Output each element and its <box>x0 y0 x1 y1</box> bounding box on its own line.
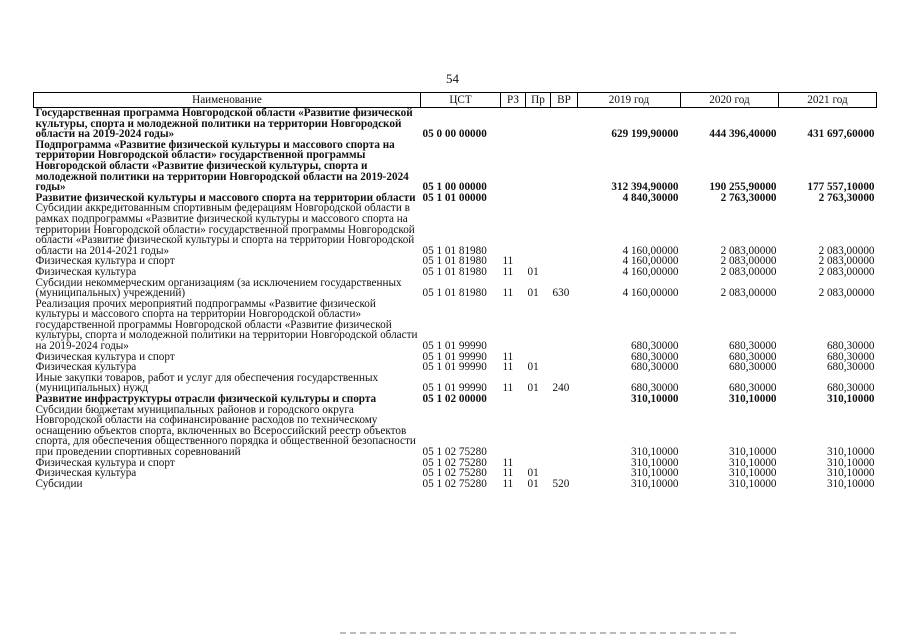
cell-y2021: 310,10000 <box>826 477 875 490</box>
cell-y2019: 629 199,90000 <box>611 128 679 141</box>
cell-y2020: 2 763,30000 <box>720 191 777 204</box>
cell-y2021: 310,10000 <box>826 456 875 469</box>
cell-y2021: 177 557,10000 <box>807 181 875 194</box>
cell-vr <box>551 203 578 256</box>
cell-rz: 11 <box>502 255 514 268</box>
header-2021: 2021 год <box>779 93 877 108</box>
cell-pr <box>526 299 551 352</box>
cell-cst: 05 1 02 75280 <box>422 467 487 480</box>
cell-pr <box>526 203 551 256</box>
cell-vr <box>551 352 578 363</box>
cell-cst: 05 1 01 81980 <box>422 287 487 300</box>
cell-y2020: 310,10000 <box>728 477 777 490</box>
cell-y2021: 310,10000 <box>826 393 875 406</box>
cell-y2021: 680,30000 <box>826 340 875 353</box>
cell-y2019: 310,10000 <box>630 393 679 406</box>
cell-name: Физическая культура и спорт <box>35 350 175 363</box>
cell-y2019: 4 840,30000 <box>622 191 679 204</box>
cell-rz <box>501 203 526 256</box>
cell-y2021: 680,30000 <box>826 382 875 395</box>
cell-y2019: 4 160,00000 <box>622 265 679 278</box>
cell-name: Подпрограмма «Развитие физической культуры и массового спорта на территории Новгородской области» государственной программы Новгородской области «Развитие физической культуры, спорта и молодежной политики на территории Новгородской области на 2019-2024 годы» <box>35 138 409 194</box>
header-row <box>34 93 877 108</box>
table-row <box>34 373 877 394</box>
cell-y2020: 444 396,40000 <box>709 128 777 141</box>
cell-cst: 05 1 02 00000 <box>422 393 487 406</box>
scan-artifact <box>340 632 740 634</box>
cell-cst: 05 1 01 81980 <box>422 244 487 257</box>
cell-name: Иные закупки товаров, работ и услуг для обеспечения государственных (муниципальных) нужд <box>35 371 379 395</box>
header-pr: Пр <box>526 93 551 108</box>
cell-cst: 05 1 02 75280 <box>422 446 487 458</box>
cell-name: Государственная программа Новгородской области «Развитие физической культуры, спорта и молодежной политики на территории Новгородской области на 2019-2024 годы» <box>35 107 413 141</box>
cell-pr <box>526 405 551 458</box>
cell-y2021: 680,30000 <box>826 350 875 363</box>
cell-rz: 11 <box>502 287 514 300</box>
cell-y2020: 310,10000 <box>728 467 777 480</box>
budget-table <box>33 92 877 489</box>
cell-y2019: 680,30000 <box>630 382 679 395</box>
cell-vr <box>551 193 578 204</box>
cell-y2021: 310,10000 <box>826 446 875 458</box>
cell-y2019: 680,30000 <box>630 361 679 374</box>
cell-cst: 05 1 01 81980 <box>422 255 487 268</box>
cell-cst: 05 1 01 99990 <box>422 350 487 363</box>
cell-y2021: 2 763,30000 <box>818 191 875 204</box>
cell-name: Физическая культура <box>35 361 137 374</box>
cell-y2020: 310,10000 <box>728 393 777 406</box>
cell-vr <box>551 256 578 267</box>
cell-vr <box>551 140 578 193</box>
cell-y2020: 680,30000 <box>728 350 777 363</box>
cell-rz: 11 <box>502 382 514 395</box>
cell-y2020: 680,30000 <box>728 382 777 395</box>
header-rz: РЗ <box>501 93 526 108</box>
cell-rz: 11 <box>502 265 514 278</box>
cell-y2019: 310,10000 <box>630 456 679 469</box>
cell-y2020: 2 083,00000 <box>720 255 777 268</box>
cell-pr: 01 <box>527 265 539 278</box>
cell-vr <box>551 458 578 469</box>
cell-y2019: 310,10000 <box>630 477 679 490</box>
cell-y2020: 190 255,90000 <box>709 181 777 194</box>
cell-vr: 630 <box>552 287 570 300</box>
header-name: Наименование <box>34 93 421 108</box>
cell-y2021: 2 083,00000 <box>818 265 875 278</box>
header-cst: ЦСТ <box>421 93 501 108</box>
cell-cst: 05 1 01 99990 <box>422 382 487 395</box>
cell-y2019: 4 160,00000 <box>622 255 679 268</box>
cell-y2020: 310,10000 <box>728 456 777 469</box>
cell-y2021: 2 083,00000 <box>818 287 875 300</box>
cell-pr: 01 <box>527 361 539 374</box>
cell-vr: 240 <box>552 382 570 395</box>
cell-rz: 11 <box>502 467 514 480</box>
cell-pr: 01 <box>527 477 539 490</box>
cell-y2021: 431 697,60000 <box>807 128 875 141</box>
cell-cst: 05 0 00 00000 <box>422 128 487 141</box>
cell-rz <box>501 193 526 204</box>
cell-pr: 01 <box>527 382 539 395</box>
cell-y2020: 2 083,00000 <box>720 265 777 278</box>
cell-name: Физическая культура и спорт <box>35 255 175 268</box>
cell-name: Реализация прочих мероприятий подпрограммы «Развитие физической культуры и массового спорта на территории Новгородской области» государственной программы Новгородской области «Развитие физической культуры, спорта и молодежной политики на территории Новгородской области на 2019-2024 годы» <box>35 297 418 353</box>
cell-vr <box>551 108 578 140</box>
cell-pr: 01 <box>527 467 539 480</box>
cell-y2019: 680,30000 <box>630 350 679 363</box>
table-row <box>34 299 877 352</box>
cell-y2019: 310,10000 <box>630 467 679 480</box>
cell-y2019: 680,30000 <box>630 340 679 353</box>
cell-name: Развитие инфраструктуры отрасли физической культуры и спорта <box>35 393 377 406</box>
cell-vr <box>551 267 578 278</box>
cell-y2019: 312 394,90000 <box>611 181 679 194</box>
cell-rz <box>501 405 526 458</box>
cell-pr: 01 <box>527 287 539 300</box>
cell-y2019: 4 160,00000 <box>622 244 679 257</box>
cell-y2021: 310,10000 <box>826 467 875 480</box>
cell-name: Развитие физической культуры и массового спорта на территории области <box>35 191 416 204</box>
cell-pr <box>526 193 551 204</box>
cell-vr <box>551 299 578 352</box>
cell-rz <box>501 108 526 140</box>
cell-name: Физическая культура <box>35 467 137 480</box>
cell-rz <box>501 394 526 405</box>
cell-cst: 05 1 00 00000 <box>422 181 487 194</box>
cell-cst: 05 1 01 00000 <box>422 191 487 204</box>
cell-y2020: 2 083,00000 <box>720 244 777 257</box>
header-2020: 2020 год <box>681 93 779 108</box>
table-row <box>34 405 877 458</box>
cell-y2021: 680,30000 <box>826 361 875 374</box>
cell-y2021: 2 083,00000 <box>818 244 875 257</box>
cell-y2020: 680,30000 <box>728 340 777 353</box>
cell-cst: 05 1 02 75280 <box>422 456 487 469</box>
cell-rz: 11 <box>502 477 514 490</box>
table-row <box>34 278 877 299</box>
header-vr: ВР <box>551 93 578 108</box>
cell-rz: 11 <box>502 350 514 363</box>
cell-rz: 11 <box>502 456 514 469</box>
page-number: 54 <box>446 71 459 86</box>
cell-name: Субсидии бюджетам муниципальных районов и городского округа Новгородской области на софинансирование расходов по техническому оснащению объектов спорта, включенных во Всероссийский реестр объектов спорта, для обеспечения общественного порядка и общественной безопасности при проведении спортивных соревнований <box>35 403 416 458</box>
table-row <box>34 267 877 278</box>
cell-name: Физическая культура <box>35 265 137 278</box>
cell-vr: 520 <box>552 477 570 490</box>
cell-y2020: 2 083,00000 <box>720 287 777 300</box>
cell-pr <box>526 394 551 405</box>
cell-rz <box>501 140 526 193</box>
cell-name: Субсидии аккредитованным спортивным федерациям Новгородской области в рамках подпрограммы «Развитие физической культуры и массового спорта на территории Новгородской области» государственной программы Новгородской области «Развитие физической культуры и спорта на территории Новгородской области на 2014-2021 годы» <box>35 202 415 257</box>
cell-y2019: 310,10000 <box>630 446 679 458</box>
table-row <box>34 203 877 256</box>
cell-vr <box>551 394 578 405</box>
table-row <box>34 479 877 490</box>
header-2019: 2019 год <box>578 93 681 108</box>
cell-vr <box>551 362 578 373</box>
cell-pr <box>526 140 551 193</box>
cell-y2020: 310,10000 <box>728 446 777 458</box>
cell-name: Субсидии некоммерческим организациям (за исключением государственных (муниципальных) учреждений) <box>35 276 402 300</box>
table-row <box>34 108 877 140</box>
cell-cst: 05 1 01 99990 <box>422 340 487 353</box>
cell-cst: 05 1 01 81980 <box>422 265 487 278</box>
cell-rz: 11 <box>502 361 514 374</box>
cell-rz <box>501 299 526 352</box>
cell-name: Субсидии <box>35 477 83 490</box>
cell-cst: 05 1 01 99990 <box>422 361 487 374</box>
cell-y2020: 680,30000 <box>728 361 777 374</box>
cell-pr <box>526 108 551 140</box>
cell-name: Физическая культура и спорт <box>35 456 175 469</box>
table-row <box>34 140 877 193</box>
cell-y2019: 4 160,00000 <box>622 287 679 300</box>
cell-cst: 05 1 02 75280 <box>422 477 487 490</box>
cell-y2021: 2 083,00000 <box>818 255 875 268</box>
cell-vr <box>551 405 578 458</box>
